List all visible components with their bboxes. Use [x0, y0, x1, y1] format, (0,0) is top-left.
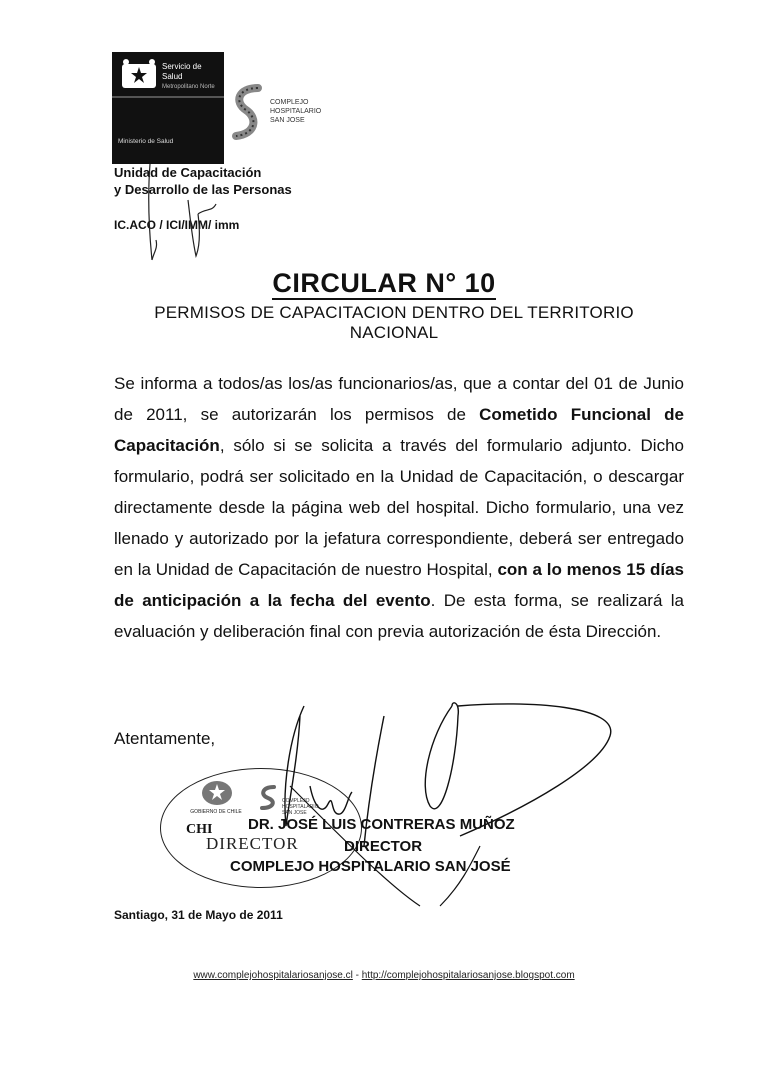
complejo-line-1: COMPLEJO	[270, 99, 309, 106]
blog-link[interactable]: http://complejohospitalariosanjose.blogspot.com	[361, 970, 575, 981]
stamp-complejo-text: COMPLEJO HOSPITALARIO SAN JOSE	[282, 798, 319, 816]
complejo-s-logo-icon	[228, 82, 268, 142]
service-name-text: Servicio de Salud	[162, 62, 202, 81]
footer-separator: -	[352, 970, 362, 981]
signatory-name: DR. JOSÉ LUIS CONTRERAS MUÑOZ	[248, 816, 515, 833]
unit-name-line-1: Unidad de Capacitación	[114, 165, 262, 180]
body-paragraph	[114, 368, 684, 647]
signatory-title: DIRECTOR	[344, 838, 423, 855]
service-name	[162, 62, 222, 92]
closing-salutation: Atentamente,	[114, 729, 216, 748]
date-line: Santiago, 31 de Mayo de 2011	[114, 908, 283, 922]
stamp-role-text: DIRECTOR	[206, 834, 299, 853]
chile-crest-icon	[120, 58, 158, 92]
body-bold-1: Cometido Funcional de Capacitación	[114, 405, 685, 455]
service-region-text: Metropolitano Norte	[162, 84, 215, 90]
handwritten-signature-icon	[230, 696, 630, 916]
unit-name-line-2: y Desarrollo de las Personas	[114, 182, 292, 197]
complejo-hospitalario-logo	[228, 82, 338, 142]
stamp-seal-label: GOBIERNO DE CHILE	[190, 809, 242, 815]
body-text-3: . De esta forma, se realizará la evaluación y deliberación final con previa autorización de ésta Dirección.	[114, 591, 684, 641]
complejo-line-2: HOSPITALARIO	[270, 108, 322, 115]
initials-scribble-icon	[136, 160, 246, 270]
circular-title	[0, 268, 768, 299]
ministry-text: Ministerio de Salud	[118, 138, 174, 145]
website-link[interactable]: www.complejohospitalariosanjose.cl	[193, 970, 353, 981]
logo-divider	[112, 96, 224, 98]
body-text-2: , sólo si se solicita a través del formulario adjunto. Dicho formulario, podrá ser solicitado en la Unidad de Capacitación, o descargar directamente desde la página web del hospital. Dicho formulario, una vez llenado y autorizado por la jefatura correspondiente, deberá ser entregado en la Unidad de Capacitación de nuestro Hospital,	[114, 436, 684, 579]
complejo-logo-text	[270, 98, 321, 125]
complejo-line-3: SAN JOSE	[270, 117, 305, 124]
footer-links	[0, 970, 768, 981]
circular-title-text: CIRCULAR N° 10	[272, 268, 496, 298]
body-text-1: Se informa a todos/as los/as funcionarios/as, que a contar del 01 de Junio de 2011, se autorizarán los permisos de	[114, 374, 684, 424]
stamp-seal-icon	[200, 778, 234, 808]
signatory-organization: COMPLEJO HOSPITALARIO SAN JOSÉ	[230, 858, 511, 875]
body-bold-2: con a lo menos 15 días de anticipación a la fecha del evento	[114, 560, 684, 610]
stamp-dept-text: CHI	[186, 822, 213, 837]
circular-subtitle: PERMISOS DE CAPACITACION DENTRO DEL TERRITORIO NACIONAL	[154, 303, 634, 342]
reference-code: IC.ACO / ICI/IMM/ imm	[114, 218, 240, 232]
servicio-salud-logo	[112, 52, 224, 164]
